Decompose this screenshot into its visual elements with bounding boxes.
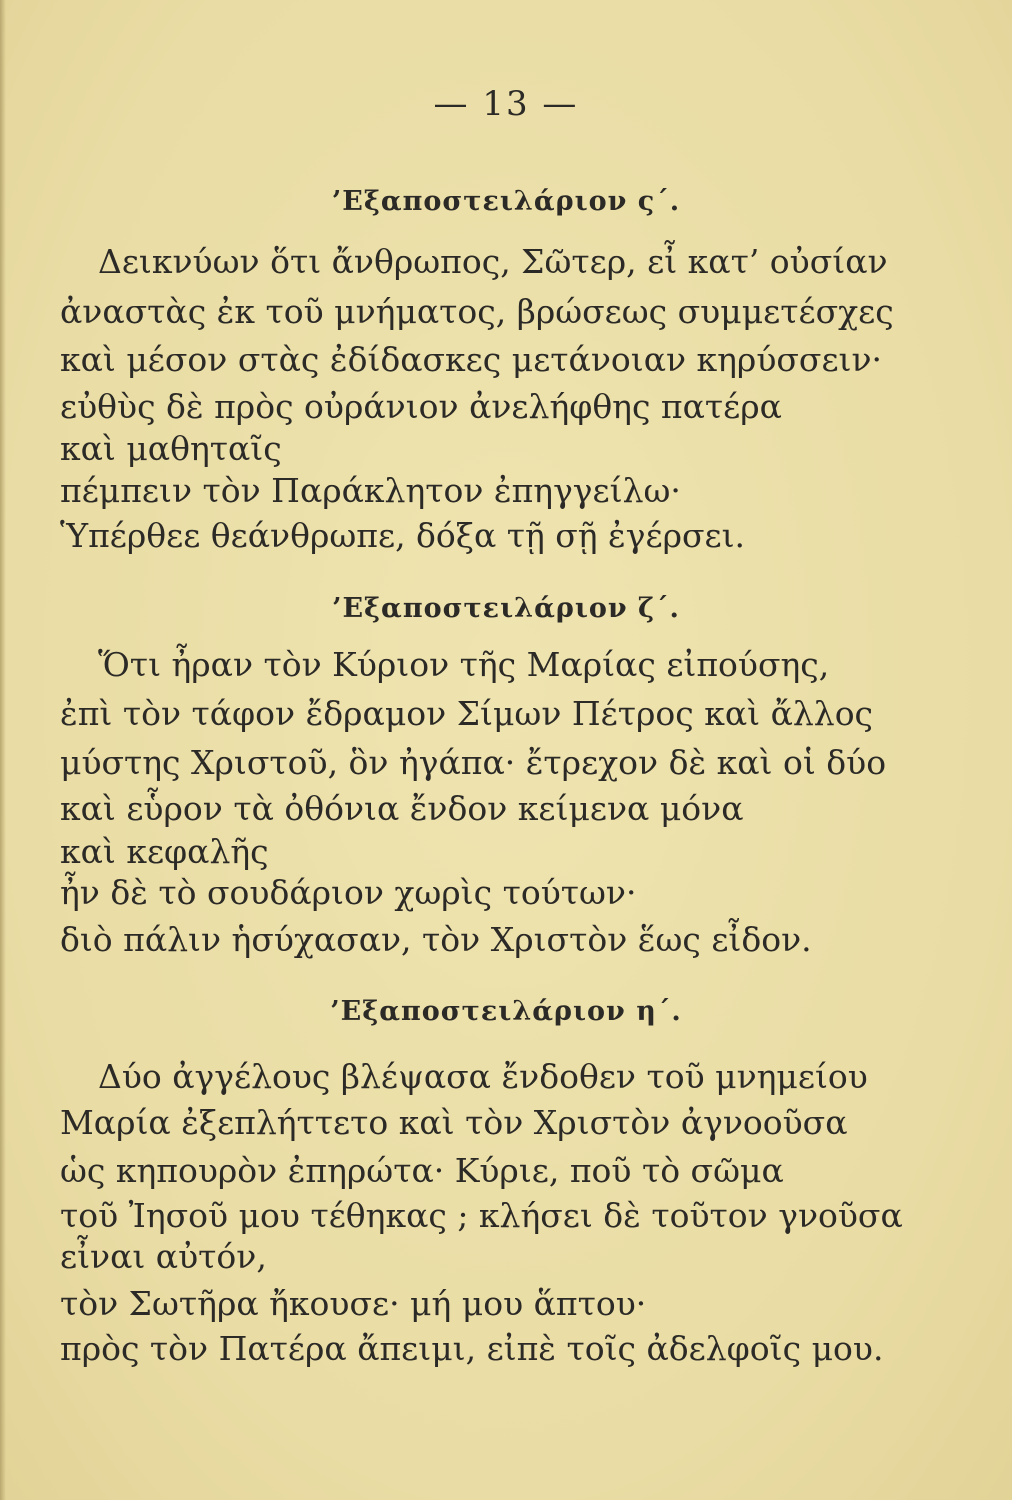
- text-line: εἶναι αὐτόν,: [60, 1237, 267, 1276]
- text-line: Ὑπέρθεε θεάνθρωπε, δόξα τῇ σῇ ἐγέρσει.: [60, 516, 746, 555]
- text-line: ἀναστὰς ἐκ τοῦ μνήματος, βρώσεως συμμετέσχες: [60, 292, 894, 331]
- text-line: Μαρία ἐξεπλήττετο καὶ τὸν Χριστὸν ἀγνοοῦσα: [60, 1103, 848, 1142]
- text-line: τοῦ Ἰησοῦ μου τέθηκας ; κλήσει δὲ τοῦτον γνοῦσα: [60, 1196, 903, 1235]
- text-line: πέμπειν τὸν Παράκλητον ἐπηγγείλω·: [60, 471, 681, 510]
- text-line: εὐθὺς δὲ πρὸς οὐράνιον ἀνελήφθης πατέρα: [60, 387, 782, 426]
- text-line: μύστης Χριστοῦ, ὃν ἠγάπα· ἔτρεχον δὲ καὶ οἱ δύο: [60, 743, 887, 782]
- text-line: καὶ μέσον στὰς ἐδίδασκες μετάνοιαν κηρύσσειν·: [60, 340, 883, 379]
- text-line: καὶ κεφαλῆς: [60, 832, 269, 871]
- text-line: πρὸς τὸν Πατέρα ἄπειμι, εἰπὲ τοῖς ἀδελφοῖς μου.: [60, 1329, 884, 1368]
- text-line: τὸν Σωτῆρα ἤκουσε· μή μου ἅπτου·: [60, 1284, 647, 1323]
- section-heading: ’Εξαποστειλάριον ζ΄.: [332, 593, 680, 624]
- text-line: Ὅτι ἦραν τὸν Κύριον τῆς Μαρίας εἰπούσης,: [98, 645, 830, 684]
- text-line: Δύο ἀγγέλους βλέψασα ἔνδοθεν τοῦ μνημείου: [98, 1057, 868, 1096]
- text-line: διὸ πάλιν ἡσύχασαν, τὸν Χριστὸν ἕως εἶδον.: [60, 920, 812, 959]
- text-line: ἦν δὲ τὸ σουδάριον χωρὶς τούτων·: [60, 873, 637, 912]
- page-number: — 13 —: [433, 84, 579, 124]
- text-line: Δεικνύων ὅτι ἄνθρωπος, Σῶτερ, εἶ κατ’ οὐσίαν: [98, 242, 888, 281]
- page-edge-shadow: [0, 0, 6, 1500]
- section-heading: ’Εξαποστειλάριον ς΄.: [331, 186, 681, 217]
- section-heading: ’Εξαποστειλάριον η΄.: [330, 996, 682, 1027]
- text-line: καὶ μαθηταῖς: [60, 429, 282, 468]
- text-line: ἐπὶ τὸν τάφον ἔδραμον Σίμων Πέτρος καὶ ἄλλος: [60, 694, 874, 733]
- text-line: ὡς κηπουρὸν ἐπηρώτα· Κύριε, ποῦ τὸ σῶμα: [60, 1151, 784, 1190]
- text-line: καὶ εὗρον τὰ ὀθόνια ἔνδον κείμενα μόνα: [60, 789, 744, 828]
